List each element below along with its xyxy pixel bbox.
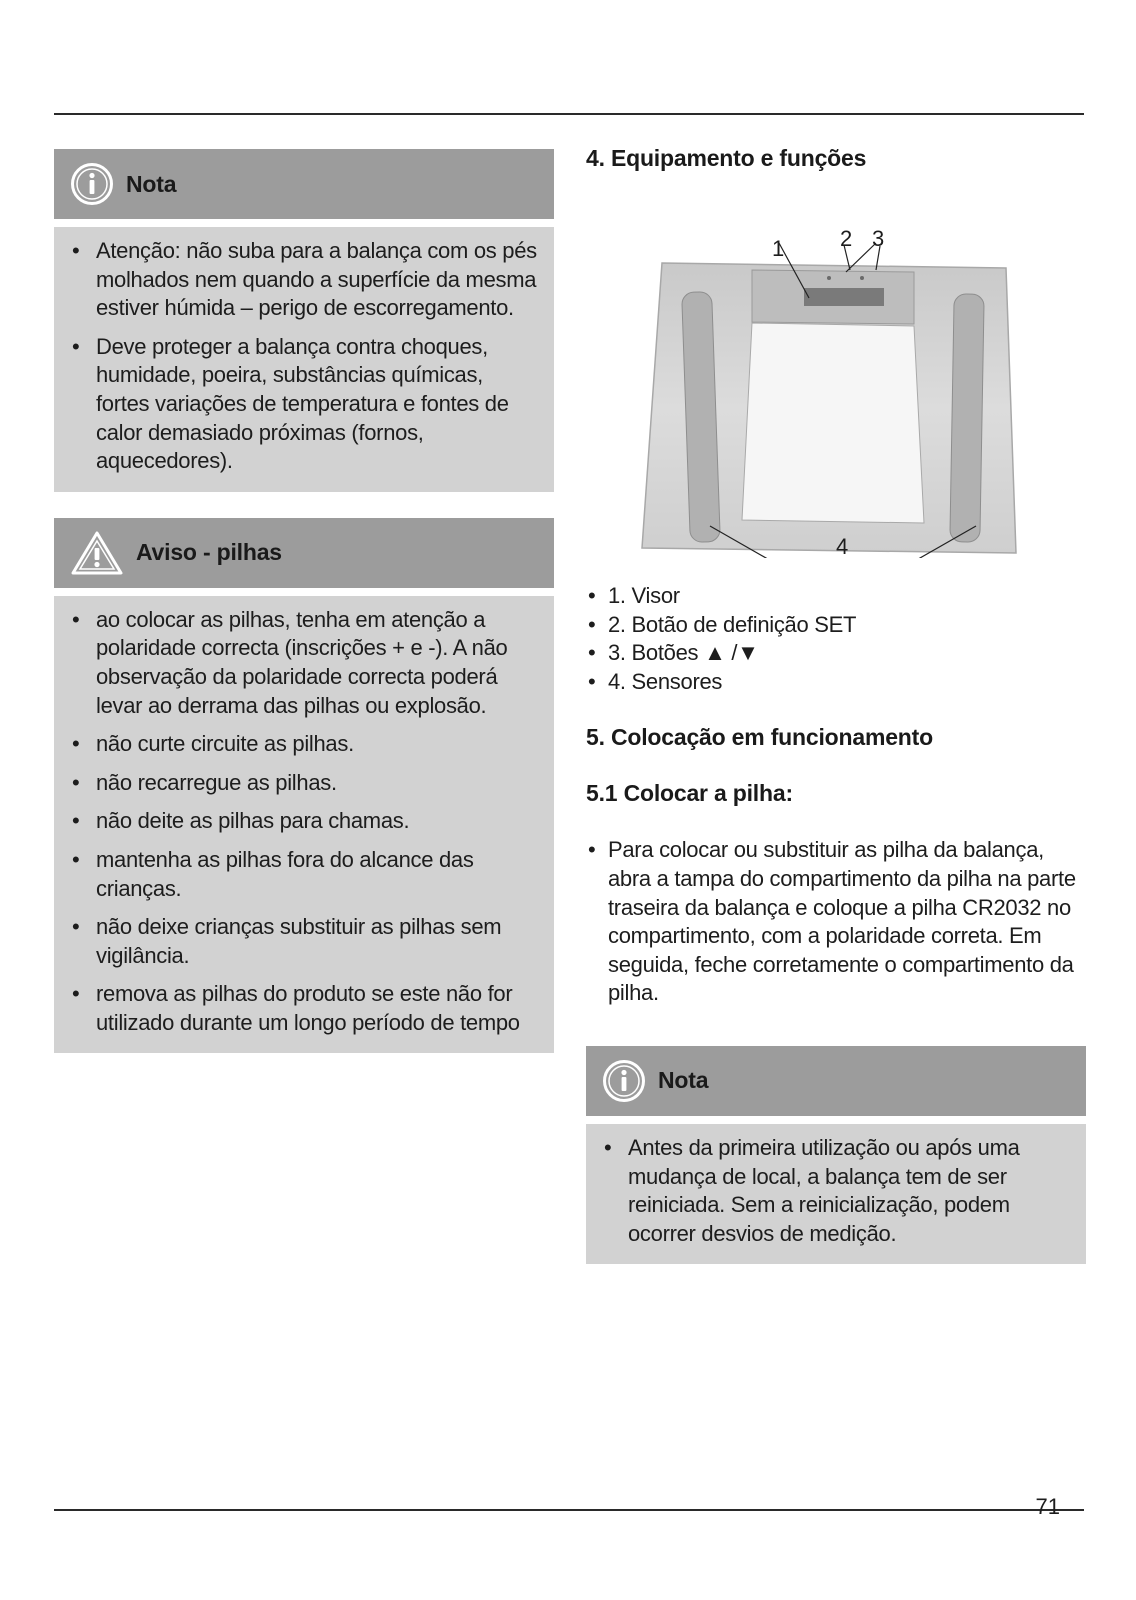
note-item: • Antes da primeira utilização ou após uma mudança de local, a balança tem de ser reiniciada. Sem a reinicialização, podem ocorrer desvios de medição. — [600, 1134, 1070, 1248]
scale-window — [742, 323, 924, 523]
note-title-2: Nota — [658, 1067, 709, 1094]
warning-item: • não deite as pilhas para chamas. — [68, 807, 538, 836]
note-body — [54, 227, 554, 492]
parts-item: • 1. Visor — [586, 582, 1086, 611]
battery-steps — [586, 836, 1086, 1008]
warning-item: • ao colocar as pilhas, tenha em atenção a polaridade correcta (inscrições + e -). A não observação da polaridade correcta poderá levar ao derrama das pilhas ou explosão. — [68, 606, 538, 720]
warning-box — [54, 518, 554, 1054]
warning-item: • remova as pilhas do produto se este não for utilizado durante um longo período de tempo — [68, 980, 538, 1037]
scale-figure — [614, 208, 1034, 558]
parts-item: • 4. Sensores — [586, 668, 1086, 697]
note-body-2 — [586, 1124, 1086, 1264]
note-title: Nota — [126, 170, 177, 197]
info-icon — [602, 1059, 646, 1103]
section-4-title: 4. Equipamento e funções — [586, 145, 867, 171]
note-header — [54, 149, 554, 219]
callout-2: 2 — [840, 226, 853, 251]
note-header-2 — [586, 1046, 1086, 1116]
bottom-rule — [54, 1509, 1084, 1511]
arrow-button-dot — [860, 276, 864, 280]
callout-4: 4 — [836, 534, 849, 559]
top-rule — [54, 113, 1084, 115]
note-box — [54, 149, 554, 492]
parts-item: • 2. Botão de definição SET — [586, 611, 1086, 640]
note-box-2 — [586, 1046, 1086, 1264]
battery-step: • Para colocar ou substituir as pilha da balança, abra a tampa do compartimento da pilha na parte traseira da balança e coloque a pilha CR2032 no compartimento, com a polaridade correta. Em seguida, feche corretamente o compartimento da pilha. — [586, 836, 1086, 1008]
right-column — [586, 145, 1086, 1264]
warning-header — [54, 518, 554, 588]
warning-item: • não recarregue as pilhas. — [68, 769, 538, 798]
left-column — [54, 149, 554, 1053]
callout-1: 1 — [772, 236, 785, 261]
parts-list — [586, 582, 1086, 696]
set-button-dot — [827, 276, 831, 280]
section-5-title: 5. Colocação em funcionamento — [586, 724, 933, 751]
note-item: • Atenção: não suba para a balança com os pés molhados nem quando a superfície da mesma estiver húmida – perigo de escorregamento. — [68, 237, 538, 323]
warning-item: • não deixe crianças substituir as pilhas sem vigilância. — [68, 913, 538, 970]
warning-item: • não curte circuite as pilhas. — [68, 730, 538, 759]
warning-title: Aviso - pilhas — [136, 539, 282, 566]
warning-item: • mantenha as pilhas fora do alcance das crianças. — [68, 846, 538, 903]
page-number: 71 — [1035, 1494, 1060, 1519]
callout-3: 3 — [872, 226, 885, 251]
section-5-1-title: 5.1 Colocar a pilha: — [586, 780, 793, 807]
warning-triangle-icon — [70, 530, 124, 576]
scale-illustration — [614, 208, 1034, 558]
info-icon — [70, 162, 114, 206]
parts-item: • 3. Botões ▲ /▼ — [586, 639, 1086, 668]
scale-display — [804, 288, 884, 306]
note-item: • Deve proteger a balança contra choques, humidade, poeira, substâncias químicas, fortes variações de temperatura e fontes de calor demasiado próximas (fornos, aquecedores). — [68, 333, 538, 476]
right-sensor — [950, 294, 984, 542]
warning-body — [54, 596, 554, 1054]
